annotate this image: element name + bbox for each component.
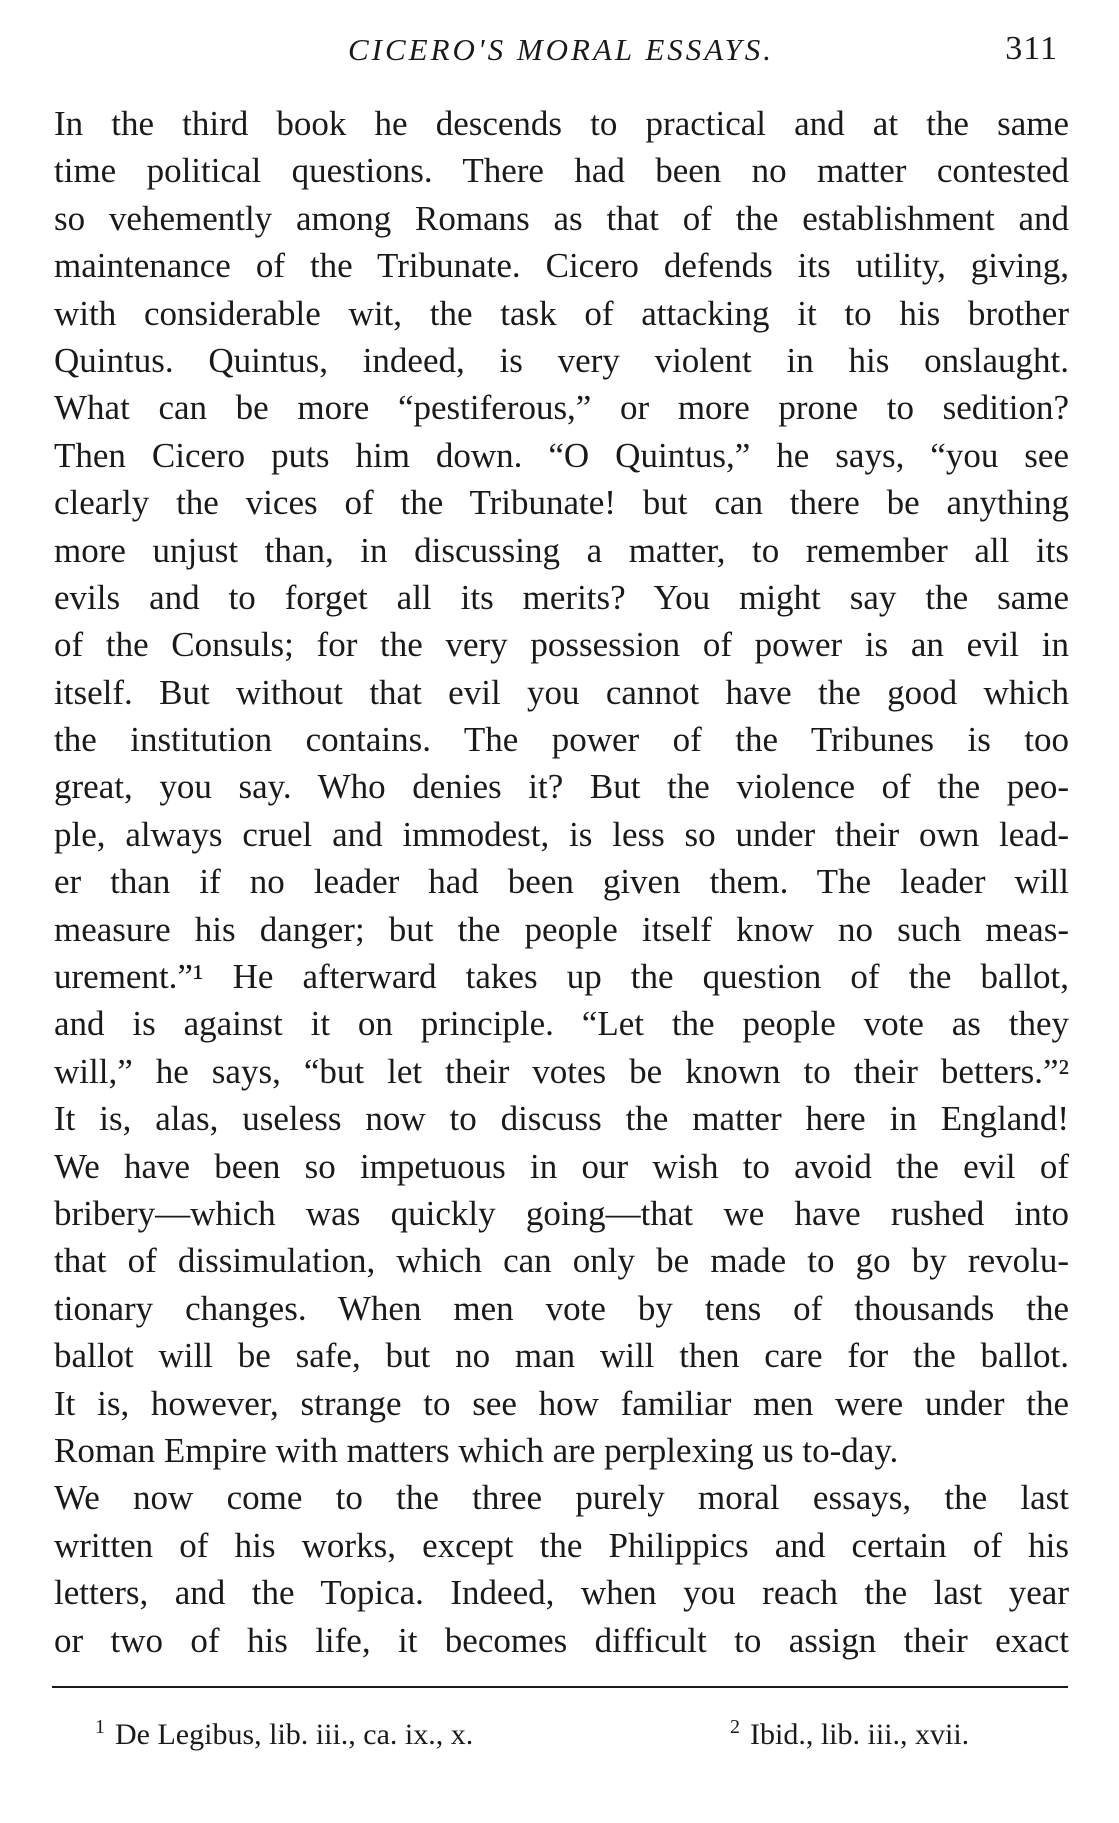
text-line: or two of his life, it becomes difficult to assign their exact xyxy=(54,1620,1069,1660)
text-line: time political questions. There had been no matter contested xyxy=(54,151,1069,191)
text-line: ple, always cruel and immodest, is less so under their own lead- xyxy=(54,814,1069,854)
text-line: er than if no leader had been given them. The leader will xyxy=(54,862,1069,902)
text-line: tionary changes. When men vote by tens of thousands the xyxy=(54,1288,1069,1328)
text-line: What can be more “pestiferous,” or more prone to sedition? xyxy=(54,388,1069,428)
text-line: of the Consuls; for the very possession of power is an evil in xyxy=(54,625,1069,665)
text-line: urement.”¹ He afterward takes up the question of the ballot, xyxy=(54,957,1069,997)
footnote-marker: 2 xyxy=(730,1716,740,1738)
text-line: It is, however, strange to see how familiar men were under the xyxy=(54,1383,1069,1423)
footnote-2 xyxy=(730,1716,969,1752)
text-line: that of dissimulation, which can only be made to go by revolu- xyxy=(54,1241,1069,1281)
page-number: 311 xyxy=(1005,30,1058,67)
text-line: and is against it on principle. “Let the people vote as they xyxy=(54,1004,1069,1044)
footnote-text: De Legibus, lib. iii., ca. ix., x. xyxy=(115,1718,474,1751)
text-line: It is, alas, useless now to discuss the matter here in England! xyxy=(54,1099,1069,1139)
text-line: We have been so impetuous in our wish to avoid the evil of xyxy=(54,1146,1069,1186)
running-title: CICERO'S MORAL ESSAYS. xyxy=(348,32,774,67)
text-line: the institution contains. The power of the Tribunes is too xyxy=(54,720,1069,760)
text-line: written of his works, except the Philippics and certain of his xyxy=(54,1525,1069,1565)
text-line: great, you say. Who denies it? But the violence of the peo- xyxy=(54,767,1069,807)
text-line: will,” he says, “but let their votes be known to their betters.”² xyxy=(54,1051,1069,1091)
text-line-paragraph-start: We now come to the three purely moral essays, the last xyxy=(54,1478,1069,1518)
text-line: so vehemently among Romans as that of the establishment and xyxy=(54,198,1069,238)
text-line: letters, and the Topica. Indeed, when you reach the last year xyxy=(54,1573,1069,1613)
text-line: Quintus. Quintus, indeed, is very violent in his onslaught. xyxy=(54,340,1069,380)
text-line: maintenance of the Tribunate. Cicero defends its utility, giving, xyxy=(54,246,1069,286)
text-line: evils and to forget all its merits? You might say the same xyxy=(54,577,1069,617)
body-text xyxy=(54,100,1069,1664)
footnotes xyxy=(95,1716,1045,1766)
footnote-divider xyxy=(52,1686,1068,1688)
text-line: clearly the vices of the Tribunate! but can there be anything xyxy=(54,483,1069,523)
text-line: more unjust than, in discussing a matter, to remember all its xyxy=(54,530,1069,570)
text-line: itself. But without that evil you cannot have the good which xyxy=(54,672,1069,712)
text-line: Then Cicero puts him down. “O Quintus,” he says, “you see xyxy=(54,435,1069,475)
text-line-paragraph-end: Roman Empire with matters which are perplexing us to-day. xyxy=(54,1430,899,1470)
text-line: In the third book he descends to practical and at the same xyxy=(54,104,1069,143)
text-line: ballot will be safe, but no man will then care for the ballot. xyxy=(54,1336,1069,1376)
text-line: bribery—which was quickly going—that we have rushed into xyxy=(54,1193,1069,1233)
footnote-1 xyxy=(95,1716,473,1752)
running-head xyxy=(56,26,1066,76)
footnote-text: Ibid., lib. iii., xvii. xyxy=(750,1718,970,1751)
text-line: measure his danger; but the people itself know no such meas- xyxy=(54,909,1069,949)
footnote-marker: 1 xyxy=(95,1716,105,1738)
text-line: with considerable wit, the task of attacking it to his brother xyxy=(54,293,1069,333)
